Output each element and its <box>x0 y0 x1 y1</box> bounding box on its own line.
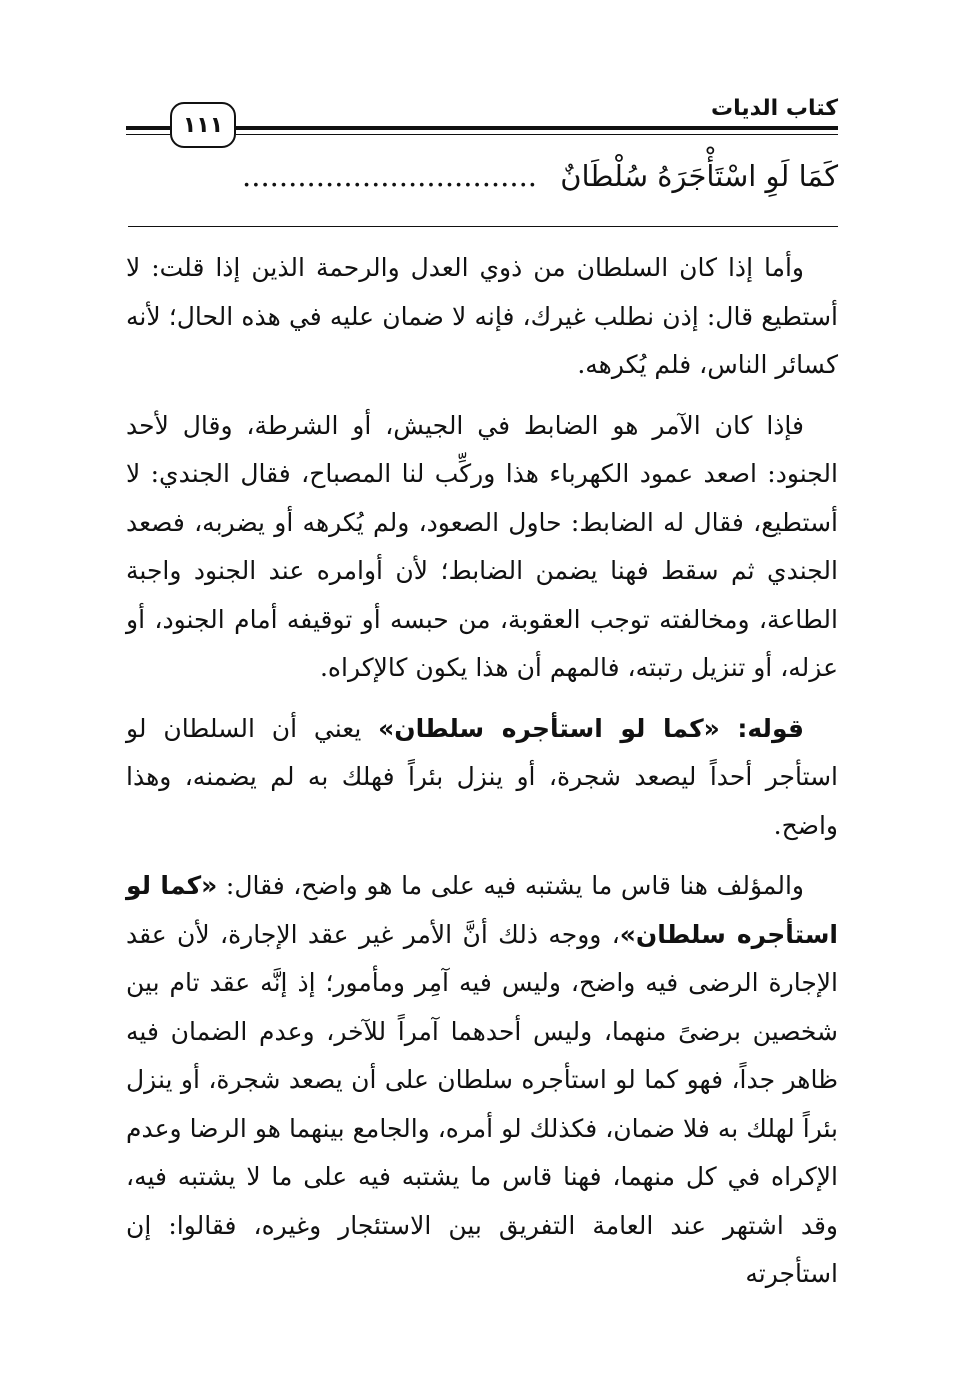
quoted-matn: «كما لو استأجره سلطان» <box>126 871 838 949</box>
page-header <box>126 96 838 146</box>
header-rule-thin <box>236 134 838 135</box>
paragraph-text: يعني أن السلطان لو استأجر أحداً ليصعد شجرة، أو ينزل بئراً فهلك به لم يضمنه، وهذا واضح. <box>126 713 838 840</box>
paragraph-text: وأما إذا كان السلطان من ذوي العدل والرحمة الذين إذا قلت: لا أستطيع قال: إذن نطلب غيرك، فإنه لا ضمان عليه في هذه الحال؛ لأنه كسائر الناس، فلم يُكرهه. <box>126 253 838 379</box>
paragraph-text: ، ووجه ذلك أنَّ الأمر غير عقد الإجارة، لأن عقد الإجارة الرضى فيه واضح، وليس فيه آمِر ومأمور؛ إذ إنَّه عقد تام بين شخصين برضىً منهما، وليس أحدهما آمراً للآخر، وعدم الضمان فيه ظاهر جداً، فهو كما لو استأجره سلطان على أن يصعد شجرة، أو ينزل بئراً لهلك به فلا ضمان، فكذلك لو أمره، والجامع بينهما هو الرضا وعدم الإكراه في كل منهما، فهنا قاس ما يشتبه فيه على ما لا يشتبه فيه، وقد اشتهر عند العامة التفريق بين الاستئجار وغيره، فقالوا: إن استأجرته <box>126 919 838 1288</box>
header-rule-thick <box>236 126 838 130</box>
matn-line <box>126 148 838 204</box>
commentary-body <box>126 244 838 1299</box>
header-rule-left-thin <box>126 134 170 135</box>
matn-text: كَمَا لَوِ اسْتَأْجَرَهُ سُلْطَانٌ <box>560 159 838 193</box>
matn-dots: ................................ <box>242 159 538 193</box>
quoted-matn: قوله: «كما لو استأجره سلطان» <box>378 713 804 743</box>
paragraph-text: والمؤلف هنا قاس ما يشتبه فيه على ما هو واضح، فقال: <box>217 871 804 900</box>
paragraph <box>126 862 838 1299</box>
page-number: ١١١ <box>170 102 236 148</box>
paragraph <box>126 402 838 693</box>
header-rule-left-thick <box>126 126 170 130</box>
matn-divider <box>128 226 838 227</box>
paragraph-text: فإذا كان الآمر هو الضابط في الجيش، أو الشرطة، وقال لأحد الجنود: اصعد عمود الكهرباء هذا وركِّب لنا المصباح، فقال الجندي: لا أستطيع، فقال له الضابط: حاول الصعود، ولم يُكرهه أو يضربه، فصعد الجندي ثم سقط فهنا يضمن الضابط؛ لأن أوامره عند الجنود واجبة الطاعة، ومخالفته توجب العقوبة، من حبسه أو توقيفه أمام الجنود، أو عزله، أو تنزيل رتبته، فالمهم أن هذا يكون كالإكراه. <box>126 410 838 682</box>
paragraph <box>126 705 838 851</box>
paragraph <box>126 244 838 390</box>
running-title: كتاب الديات <box>711 96 838 121</box>
